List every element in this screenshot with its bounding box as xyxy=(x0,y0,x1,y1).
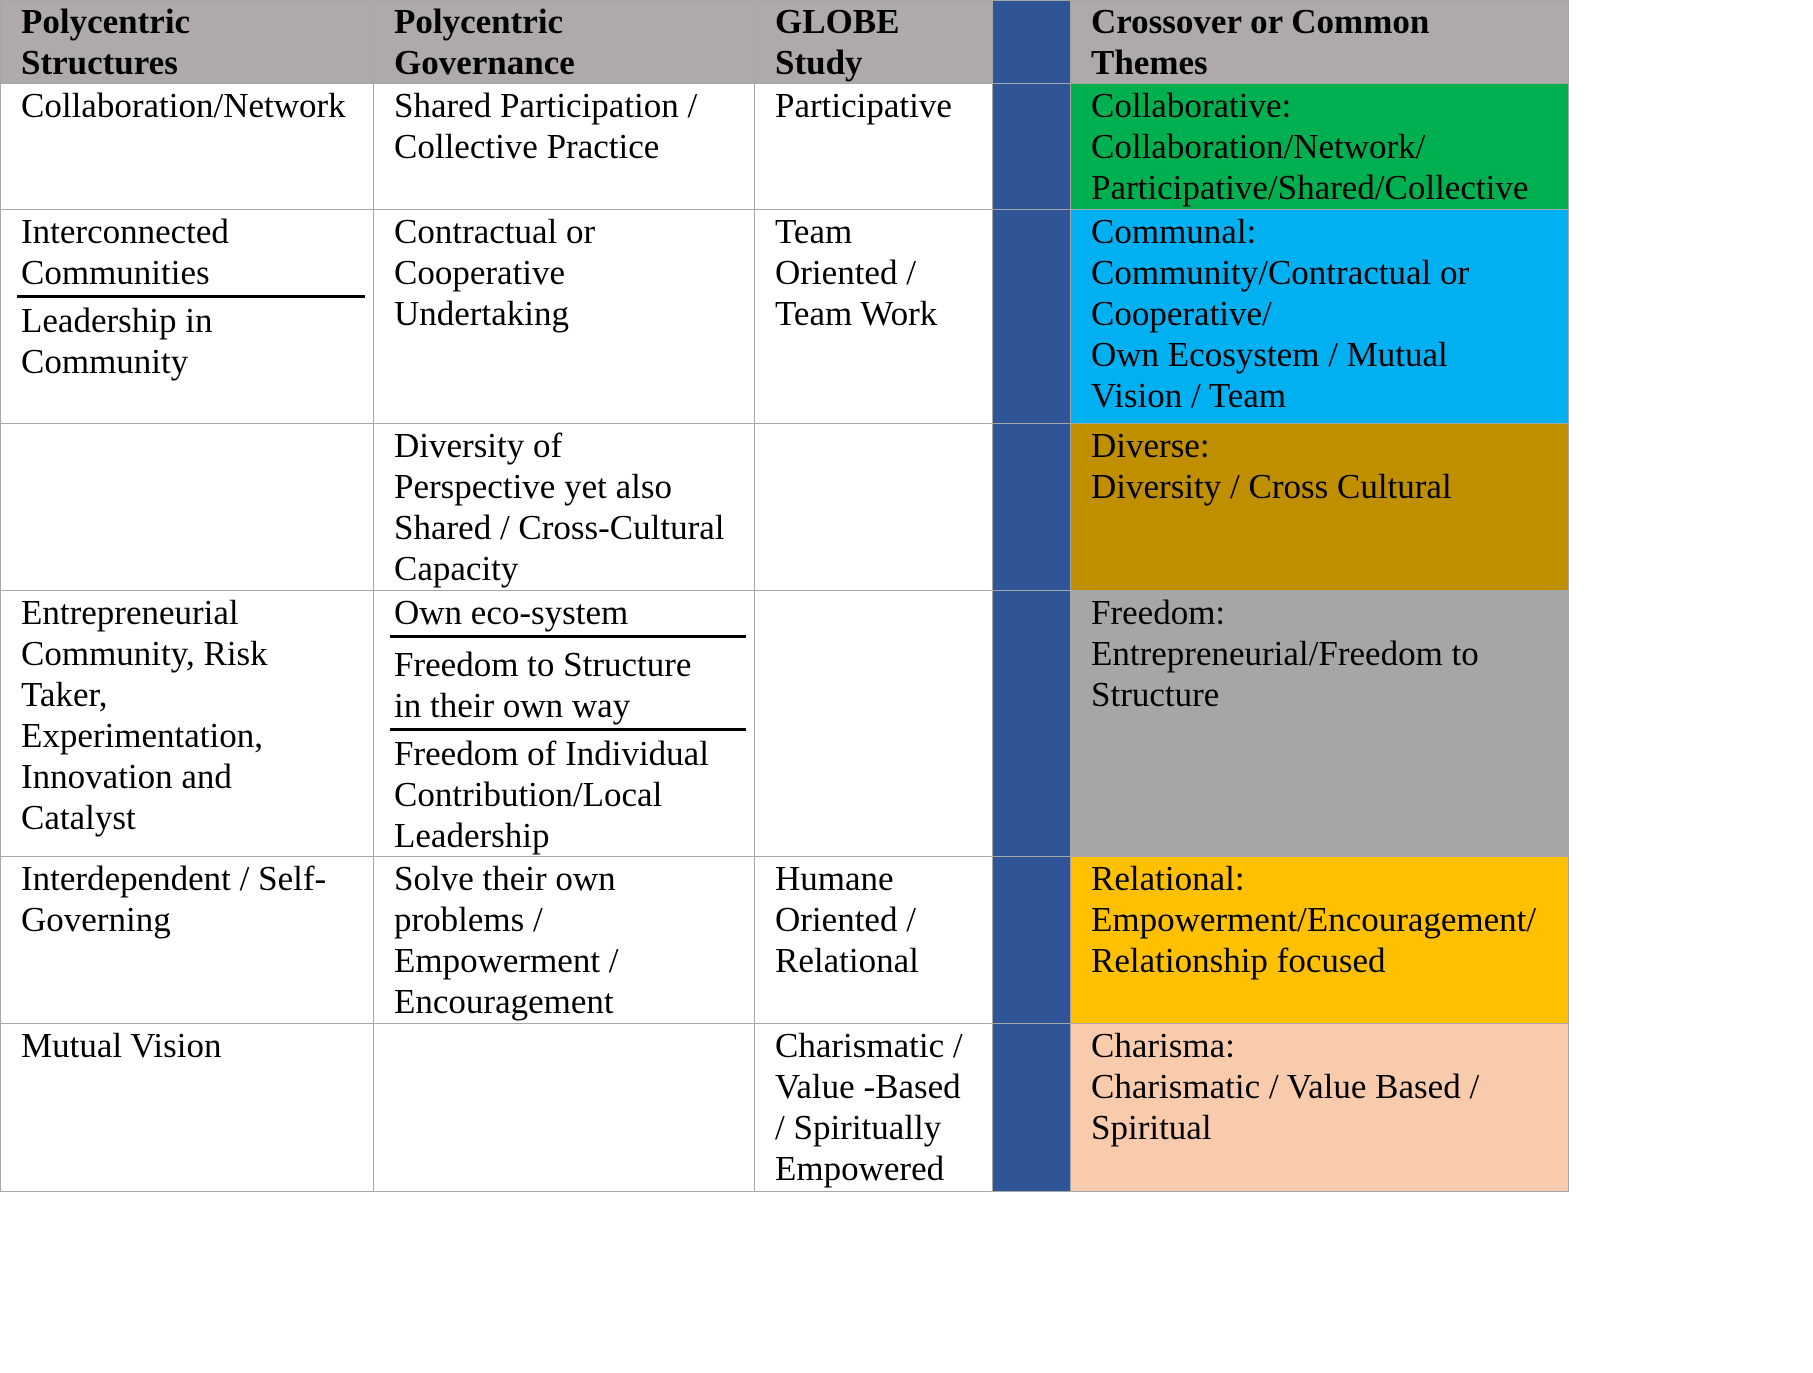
spacer-column-header xyxy=(993,1,1071,84)
governance-cell: Solve their own problems / Empowerment / Encouragement xyxy=(374,857,755,1024)
structures-subcell: Interconnected Communities xyxy=(17,211,365,298)
spacer-cell xyxy=(993,84,1071,210)
governance-subcell: Freedom of Individual Contribution/Local Leadership xyxy=(394,734,709,855)
spacer-cell xyxy=(993,857,1071,1024)
governance-subcell: Freedom to Structure in their own way xyxy=(390,638,746,731)
structures-cell: Entrepreneurial Community, Risk Taker, Experimentation, Innovation and Catalyst xyxy=(1,591,374,857)
theme-cell-collaborative: Collaborative: Collaboration/Network/ Participative/Shared/Collective xyxy=(1071,84,1569,210)
theme-cell-charisma: Charisma: Charismatic / Value Based / Spiritual xyxy=(1071,1024,1569,1192)
spacer-cell xyxy=(993,210,1071,424)
table-row xyxy=(1,210,1569,424)
theme-cell-communal: Communal: Community/Contractual or Cooperative/ Own Ecosystem / Mutual Vision / Team xyxy=(1071,210,1569,424)
header-polycentric-structures: Polycentric Structures xyxy=(1,1,374,84)
table-row xyxy=(1,1024,1569,1192)
table-row xyxy=(1,424,1569,591)
theme-cell-freedom: Freedom: Entrepreneurial/Freedom to Structure xyxy=(1071,591,1569,857)
globe-cell xyxy=(755,591,993,857)
globe-cell: Participative xyxy=(755,84,993,210)
header-crossover-themes: Crossover or Common Themes xyxy=(1071,1,1569,84)
theme-cell-diverse: Diverse: Diversity / Cross Cultural xyxy=(1071,424,1569,591)
structures-cell xyxy=(1,210,374,424)
structures-subcell: Leadership in Community xyxy=(21,301,213,381)
governance-cell xyxy=(374,1024,755,1192)
globe-cell: Charismatic / Value -Based / Spiritually Empowered xyxy=(755,1024,993,1192)
globe-cell: Humane Oriented / Relational xyxy=(755,857,993,1024)
header-globe-study: GLOBE Study xyxy=(755,1,993,84)
spacer-cell xyxy=(993,1024,1071,1192)
governance-cell: Shared Participation / Collective Practice xyxy=(374,84,755,210)
header-row xyxy=(1,1,1569,84)
spacer-cell xyxy=(993,591,1071,857)
table-row xyxy=(1,857,1569,1024)
structures-cell xyxy=(1,424,374,591)
theme-cell-relational: Relational: Empowerment/Encouragement/ Relationship focused xyxy=(1071,857,1569,1024)
table-row xyxy=(1,591,1569,857)
globe-cell: Team Oriented / Team Work xyxy=(755,210,993,424)
governance-cell xyxy=(374,591,755,857)
spacer-cell xyxy=(993,424,1071,591)
governance-subcell: Own eco-system xyxy=(390,592,746,638)
governance-cell: Diversity of Perspective yet also Shared / Cross-Cultural Capacity xyxy=(374,424,755,591)
header-polycentric-governance: Polycentric Governance xyxy=(374,1,755,84)
governance-cell: Contractual or Cooperative Undertaking xyxy=(374,210,755,424)
table-row xyxy=(1,84,1569,210)
structures-cell: Collaboration/Network xyxy=(1,84,374,210)
structures-cell: Mutual Vision xyxy=(1,1024,374,1192)
globe-cell xyxy=(755,424,993,591)
structures-cell: Interdependent / Self- Governing xyxy=(1,857,374,1024)
